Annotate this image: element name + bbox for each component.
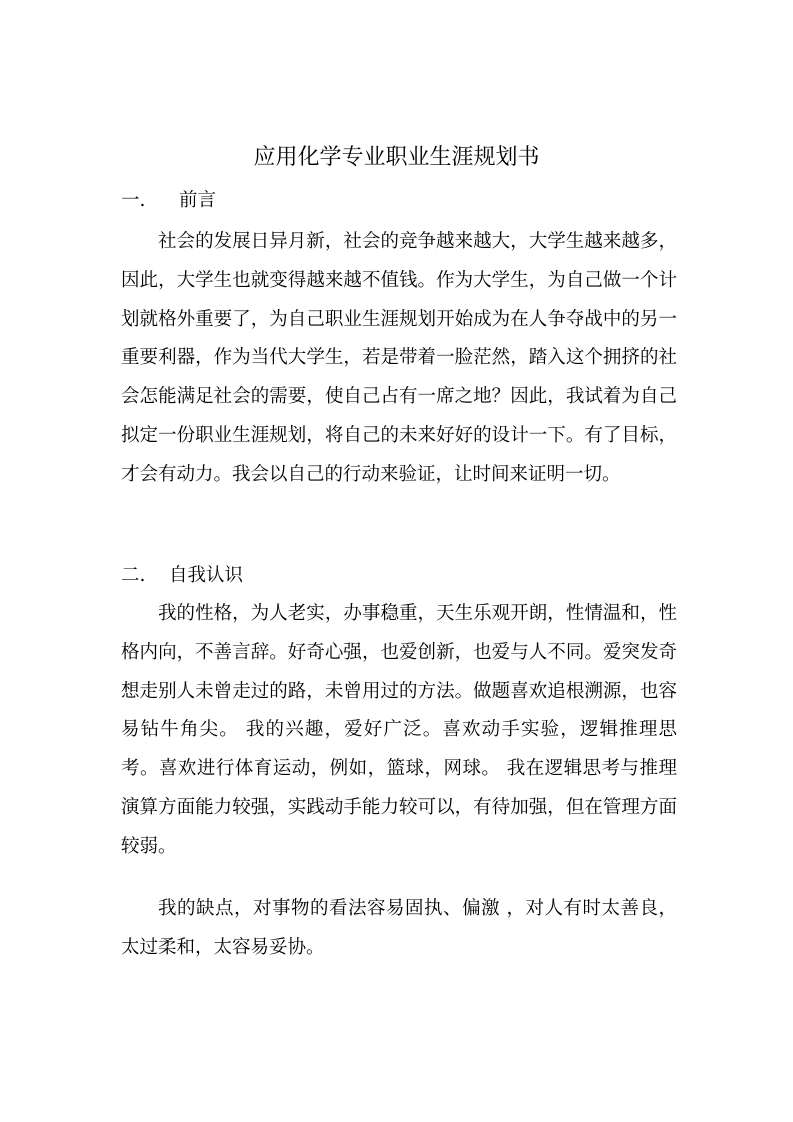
paragraph-personality: 我的性格，为人老实，办事稳重，天生乐观开朗，性情温和，性格内向，不善言辞。好奇心强，也爱创新，也爱与人不同。爱突发奇想走别人未曾走过的路，未曾用过的方法。做题喜欢追根溯源，也容易钻牛角尖。 我的兴趣，爱好广泛。喜欢动手实验，逻辑推理思考。喜欢进行体育运动，例如，篮球，网球。 我在逻辑思考与推理演算方面能力较强，实践动手能力较可以，有待加强，但在管理方面较弱。	[121, 603, 677, 857]
document-title: 应用化学专业职业生涯规划书	[253, 145, 540, 170]
section-heading-self-knowledge	[121, 562, 243, 590]
section-title: 自我认识	[169, 565, 244, 586]
paragraph-shortcomings: 我的缺点，对事物的看法容易固执、偏激 ，对人有时太善良，太过柔和，太容易妥协。	[121, 898, 677, 958]
section-heading-preface	[121, 187, 216, 215]
section-title: 前言	[179, 190, 217, 211]
paragraph-preface: 社会的发展日异月新，社会的竞争越来越大，大学生越来越多，因此，大学生也就变得越来越不值钱。作为大学生，为自己做一个计划就格外重要了，为自己职业生涯规划开始成为在人争夺战中的另一重要利器，作为当代大学生，若是带着一脸茫然，踏入这个拥挤的社会怎能满足社会的需要，使自己占有一席之地？因此，我试着为自己拟定一份职业生涯规划，将自己的未来好好的设计一下。有了目标，才会有动力。我会以自己的行动来验证，让时间来证明一切。	[121, 231, 677, 485]
section-number: 二.	[121, 565, 146, 586]
section-number: 一.	[121, 190, 146, 211]
